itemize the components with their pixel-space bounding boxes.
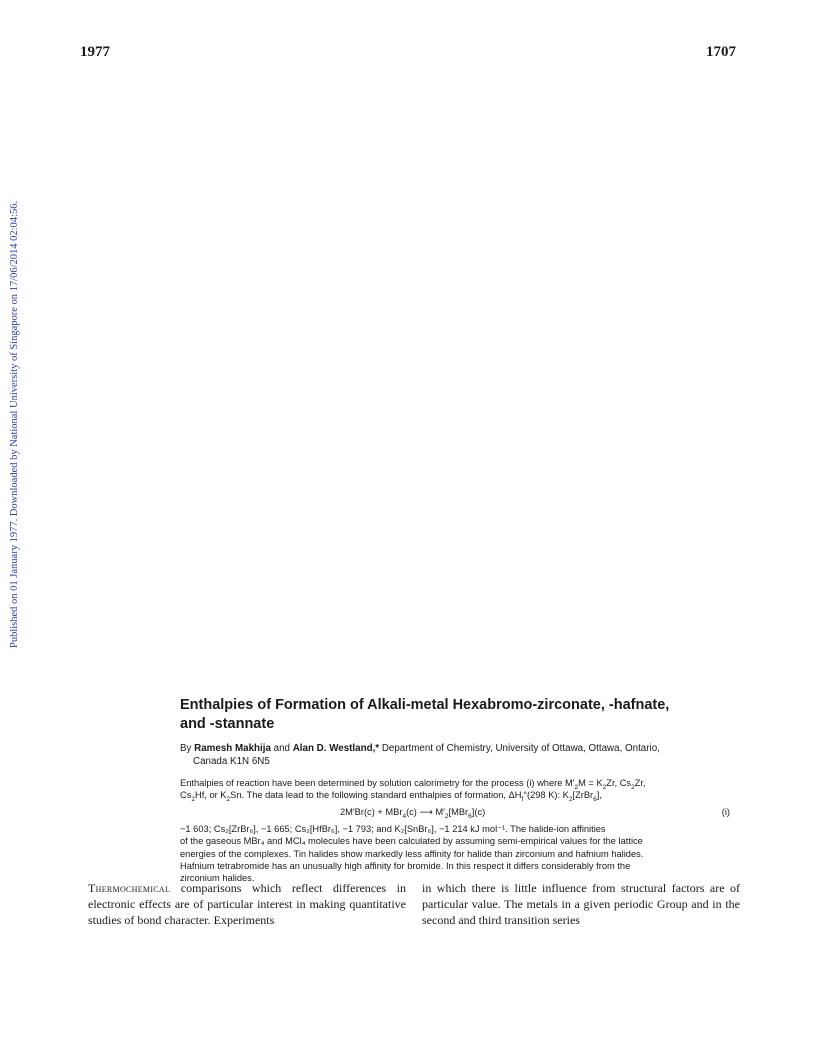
abstract-line: −1 603; Cs₂[ZrBr₆], −1 665; Cs₂[HfBr₆], −1 793; and K₂[SnBr₆], −1 214 kJ mol⁻¹. The halide-ion affinities (180, 823, 606, 834)
author-name: Ramesh Makhija (194, 743, 271, 754)
article-header (180, 696, 740, 885)
byline-and: and (270, 743, 293, 754)
author-name: Alan D. Westland,* (292, 743, 380, 754)
title-line-2: and -stannate (180, 716, 275, 732)
abstract-line: energies of the complexes. Tin halides show markedly less affinity for halide than zirconium and hafnium halides. (180, 848, 644, 859)
abstract-line: of the gaseous MBr₄ and MCl₄ molecules have been calculated by assuming semi-empirical values for the lattice (180, 836, 643, 847)
paragraph-text: in which there is little influence from structural factors are of particular value. The metals in a given periodic Group and in the second and third transition series (422, 881, 740, 927)
body-column-right (422, 880, 740, 928)
byline (180, 742, 740, 768)
abstract-line: Hafnium tetrabromide has an unusually high affinity for bromide. In this respect it differs considerably from the (180, 861, 631, 872)
title-line-1: Enthalpies of Formation of Alkali-metal Hexabromo-zirconate, -hafnate, (180, 697, 670, 713)
byline-by: By (180, 743, 195, 754)
equation-text: 2M′Br(c) + MBr$_4$(c) ⟶ $M'_2[MBr_6](c)$ (340, 806, 486, 820)
abstract-line: Enthalpies of reaction have been determined by solution calorimetry for the process (i) where $M'_2M = K_2Zr$, $Cs_2Zr$, (180, 778, 646, 791)
page-number: 1707 (706, 44, 736, 60)
equation-number: (i) (721, 806, 730, 817)
download-notice[interactable]: Published on 01 January 1977. Downloaded by National University of Singapore on 17/06/2014 02:04:56. (9, 200, 20, 648)
affiliation-continued: Canada K1N 6N5 (193, 756, 270, 767)
abstract (180, 777, 740, 885)
affiliation: Department of Chemistry, University of Ottawa, Ottawa, Ontario, (379, 743, 660, 754)
abstract-line: $Cs_2Hf$, or $K_2Sn$. The data lead to the following standard enthalpies of formation, $\Delta H_f^\circ(298$ K): $K_2[ZrBr_6]$, (180, 790, 602, 804)
article-title (180, 696, 740, 734)
journal-year: 1977 (80, 44, 110, 60)
abstract-line: zirconium halides. (180, 873, 255, 884)
body-text (88, 880, 740, 928)
body-column-left (88, 880, 406, 928)
reaction-equation (180, 805, 740, 821)
paragraph-text: comparisons which reflect differences in electronic effects are of particular interest in making quantitative studies of bond character. Experiments (88, 881, 406, 927)
lead-word: Thermochemical (88, 881, 171, 895)
